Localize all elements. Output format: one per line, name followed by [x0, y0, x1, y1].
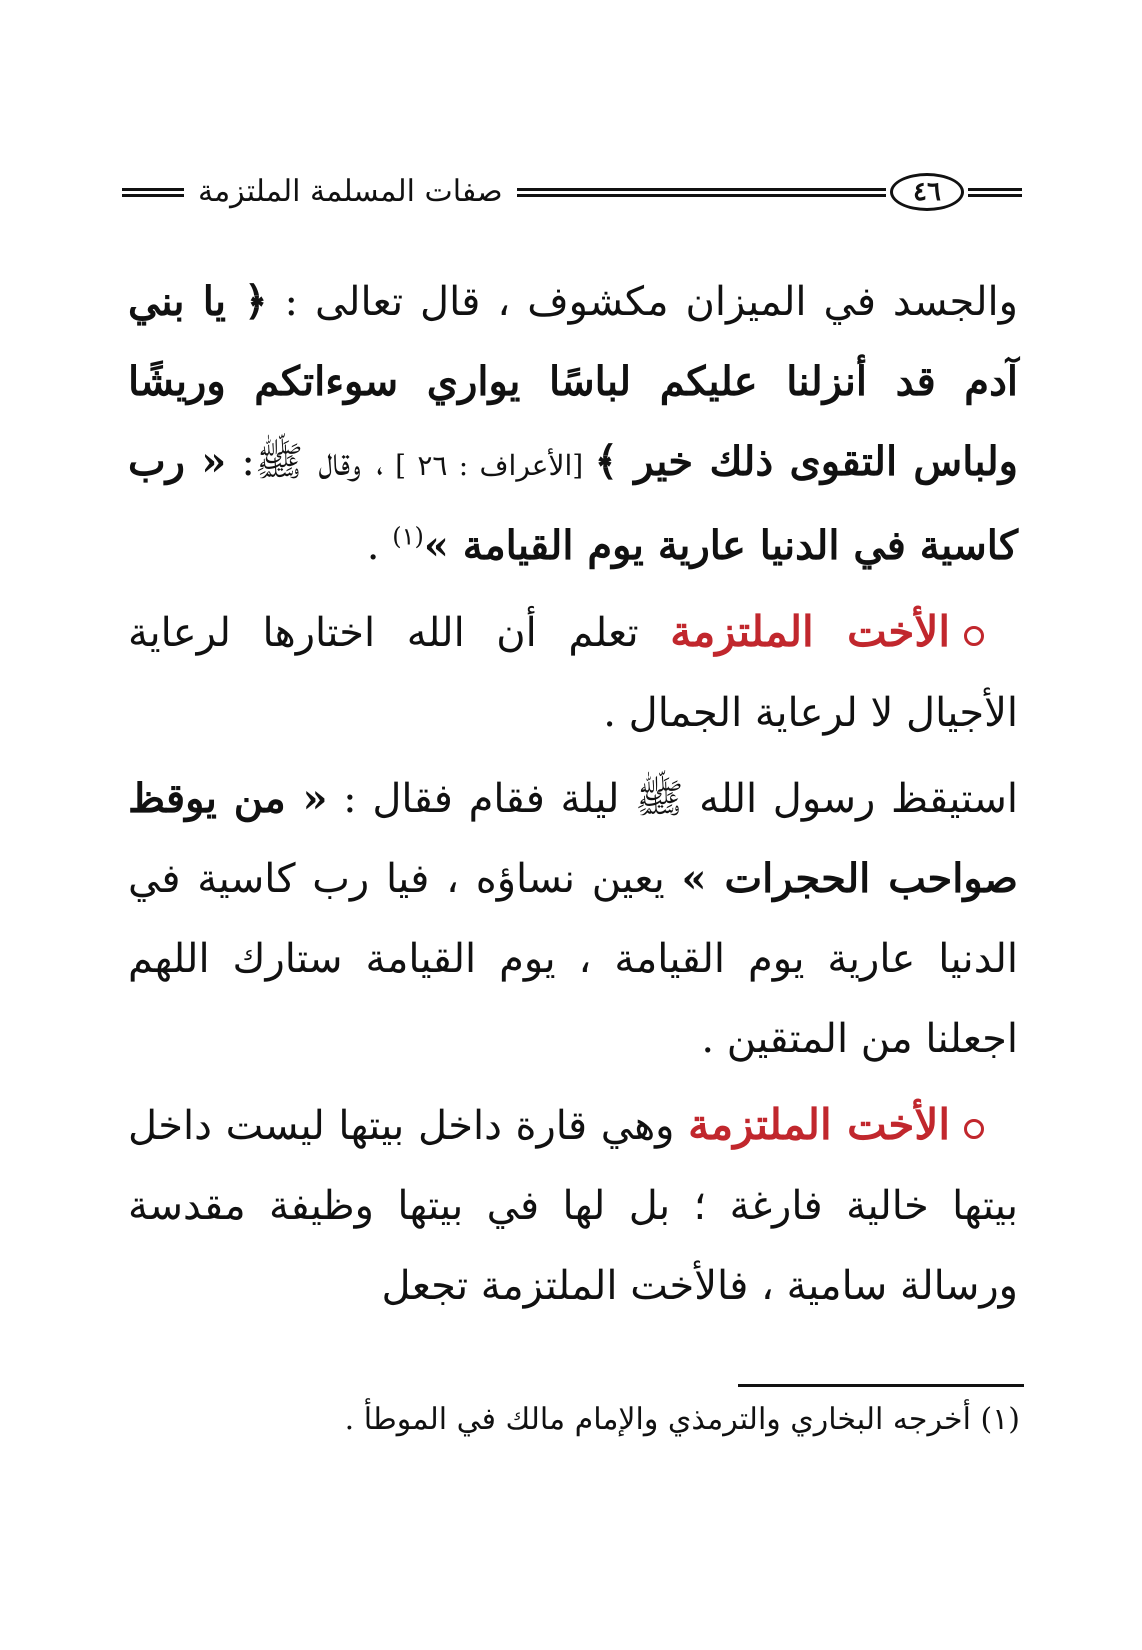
hadith-quote-2: « من يوقظ صواحب الحجرات »	[128, 775, 1018, 902]
hadith-quote: « رب كاسية في الدنيا عارية يوم القيامة »	[128, 438, 1018, 569]
footnote: (١) أخرجه البخاري والترمذي والإمام مالك في الموطأ .	[344, 1402, 1020, 1437]
section-heading: الأخت الملتزمة	[688, 1100, 950, 1149]
circle-bullet-icon	[964, 1119, 984, 1139]
header-title: صفات المسلمة الملتزمة	[198, 174, 503, 209]
footnote-marker: (١)	[392, 522, 424, 551]
page-header	[122, 170, 1022, 214]
page-number: ٤٦	[890, 173, 964, 211]
p3-intro: استيقظ رسول الله ﷺ ليلة فقام فقال :	[327, 776, 1018, 822]
p1-intro: والجسد في الميزان مكشوف ، قال تعالى :	[267, 279, 1018, 325]
footnote-separator	[738, 1384, 1024, 1387]
paragraph-2	[128, 592, 1018, 753]
paragraph-1	[128, 262, 1018, 586]
circle-bullet-icon	[964, 626, 984, 646]
paragraph-3	[128, 759, 1018, 1079]
p1-end: .	[366, 523, 393, 569]
p1-said: ، وقال ﷺ:	[226, 439, 384, 485]
header-rule-right	[968, 188, 1022, 197]
p2-text: تعلم أن الله اختارها لرعاية الأجيال لا لرعاية الجمال .	[128, 610, 1018, 736]
header-rule-middle	[517, 188, 886, 197]
section-heading: الأخت الملتزمة	[670, 607, 950, 656]
p3-text: يعين نساؤه ، فيا رب كاسية في الدنيا عارية يوم القيامة ، يوم القيامة ستارك اللهم اجعلنا من المتقين .	[128, 856, 1018, 1062]
page-content	[128, 262, 1018, 1326]
header-rule-left	[122, 188, 184, 197]
verse-reference: [الأعراف : ٢٦ ]	[383, 449, 595, 482]
paragraph-4	[128, 1085, 1018, 1326]
p4-text: وهي قارة داخل بيتها ليست داخل بيتها خالية فارغة ؛ بل لها في بيتها وظيفة مقدسة ورسالة سامية ، فالأخت الملتزمة تجعل	[128, 1103, 1018, 1309]
quran-verse: ﴿ يا بني آدم قد أنزلنا عليكم لباسًا يواري سوءاتكم وريشًا ولباس التقوى ذلك خير ﴾	[128, 278, 1018, 485]
